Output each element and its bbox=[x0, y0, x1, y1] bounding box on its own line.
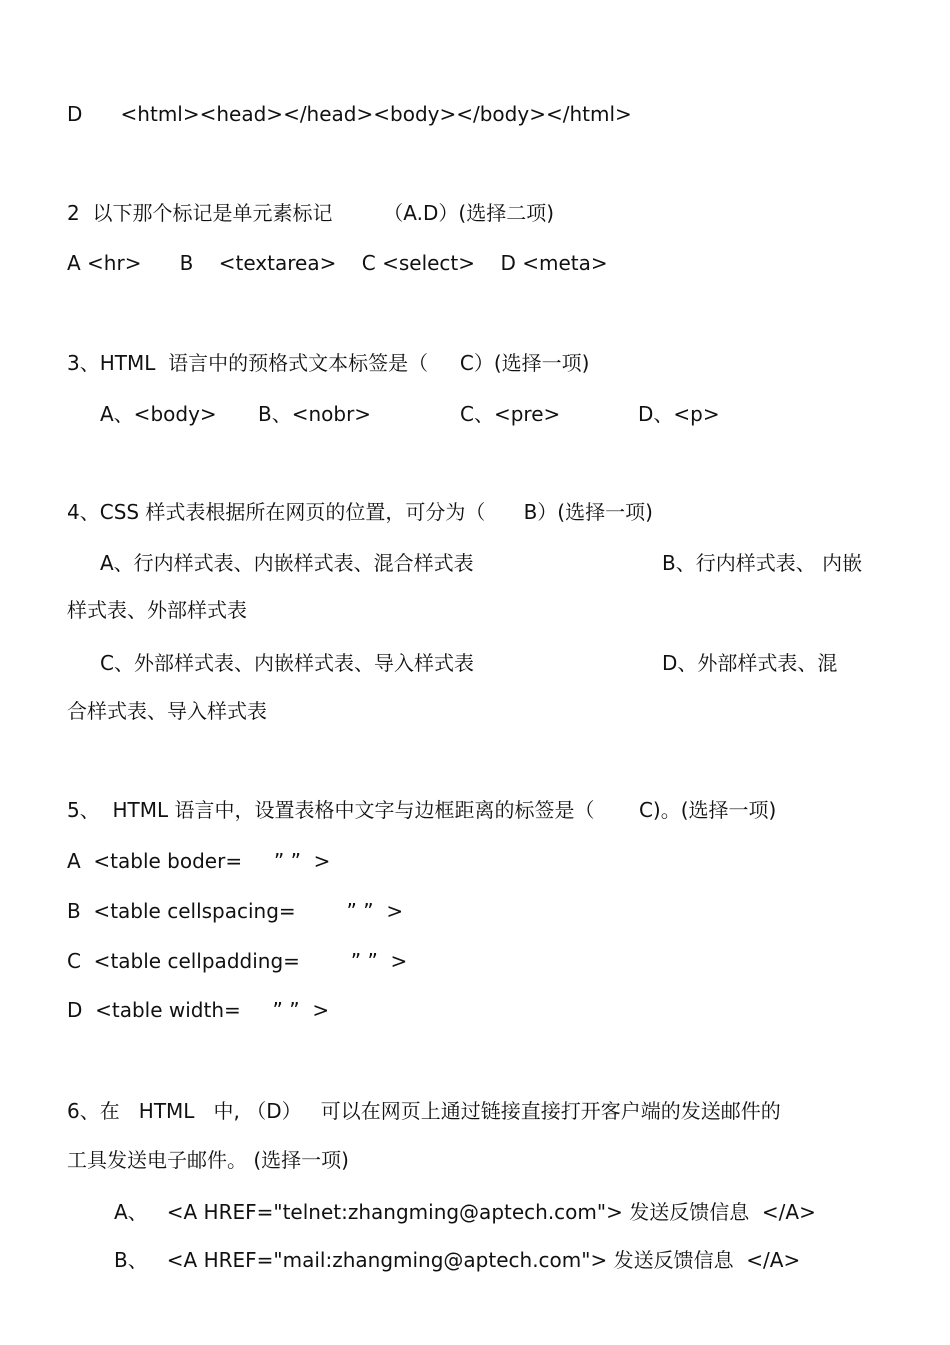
q4-question: 4、CSS 样式表根据所在网页的位置，可分为（ B）(选择一项) bbox=[67, 500, 653, 524]
q3-option-d: D、<p> bbox=[638, 402, 720, 426]
q4-option-d-continued: 合样式表、导入样式表 bbox=[67, 699, 267, 723]
q6-option-b: B、 <A HREF="mail:zhangming@aptech.com"> 发送反馈信息 </A> bbox=[114, 1248, 801, 1272]
q2-options: A <hr> B <textarea> C <select> D <meta> bbox=[67, 251, 608, 275]
q2-question: 2 以下那个标记是单元素标记 （A.D）(选择二项) bbox=[67, 201, 554, 225]
q4-option-b-continued: 样式表、外部样式表 bbox=[67, 598, 247, 622]
q1-option-d: D <html><head></head><body></body></html> bbox=[67, 102, 632, 126]
q6-question: 6、在 HTML 中, （D） 可以在网页上通过链接直接打开客户端的发送邮件的 bbox=[67, 1099, 781, 1123]
q5-option-d: D <table width= ” ” > bbox=[67, 998, 330, 1022]
q5-option-c: C <table cellpadding= ” ” > bbox=[67, 949, 408, 973]
q4-option-a: A、行内样式表、内嵌样式表、混合样式表 bbox=[100, 551, 474, 575]
q5-option-a: A <table boder= ” ” > bbox=[67, 849, 331, 873]
q3-option-a: A、<body> bbox=[100, 402, 217, 426]
q4-option-d: D、外部样式表、混 bbox=[662, 651, 838, 675]
q3-option-b: B、<nobr> bbox=[258, 402, 372, 426]
q6-option-a: A、 <A HREF="telnet:zhangming@aptech.com"> 发送反馈信息 </A> bbox=[114, 1200, 816, 1224]
q4-option-b: B、行内样式表、 内嵌 bbox=[662, 551, 863, 575]
q6-question-continued: 工具发送电子邮件。 (选择一项) bbox=[67, 1148, 349, 1172]
q5-option-b: B <table cellspacing= ” ” > bbox=[67, 899, 404, 923]
q5-question: 5、 HTML 语言中，设置表格中文字与边框距离的标签是（ C)。(选择一项) bbox=[67, 798, 777, 822]
q4-option-c: C、外部样式表、内嵌样式表、导入样式表 bbox=[100, 651, 474, 675]
q3-question: 3、HTML 语言中的预格式文本标签是（ C）(选择一项) bbox=[67, 351, 590, 375]
q3-option-c: C、<pre> bbox=[460, 402, 561, 426]
